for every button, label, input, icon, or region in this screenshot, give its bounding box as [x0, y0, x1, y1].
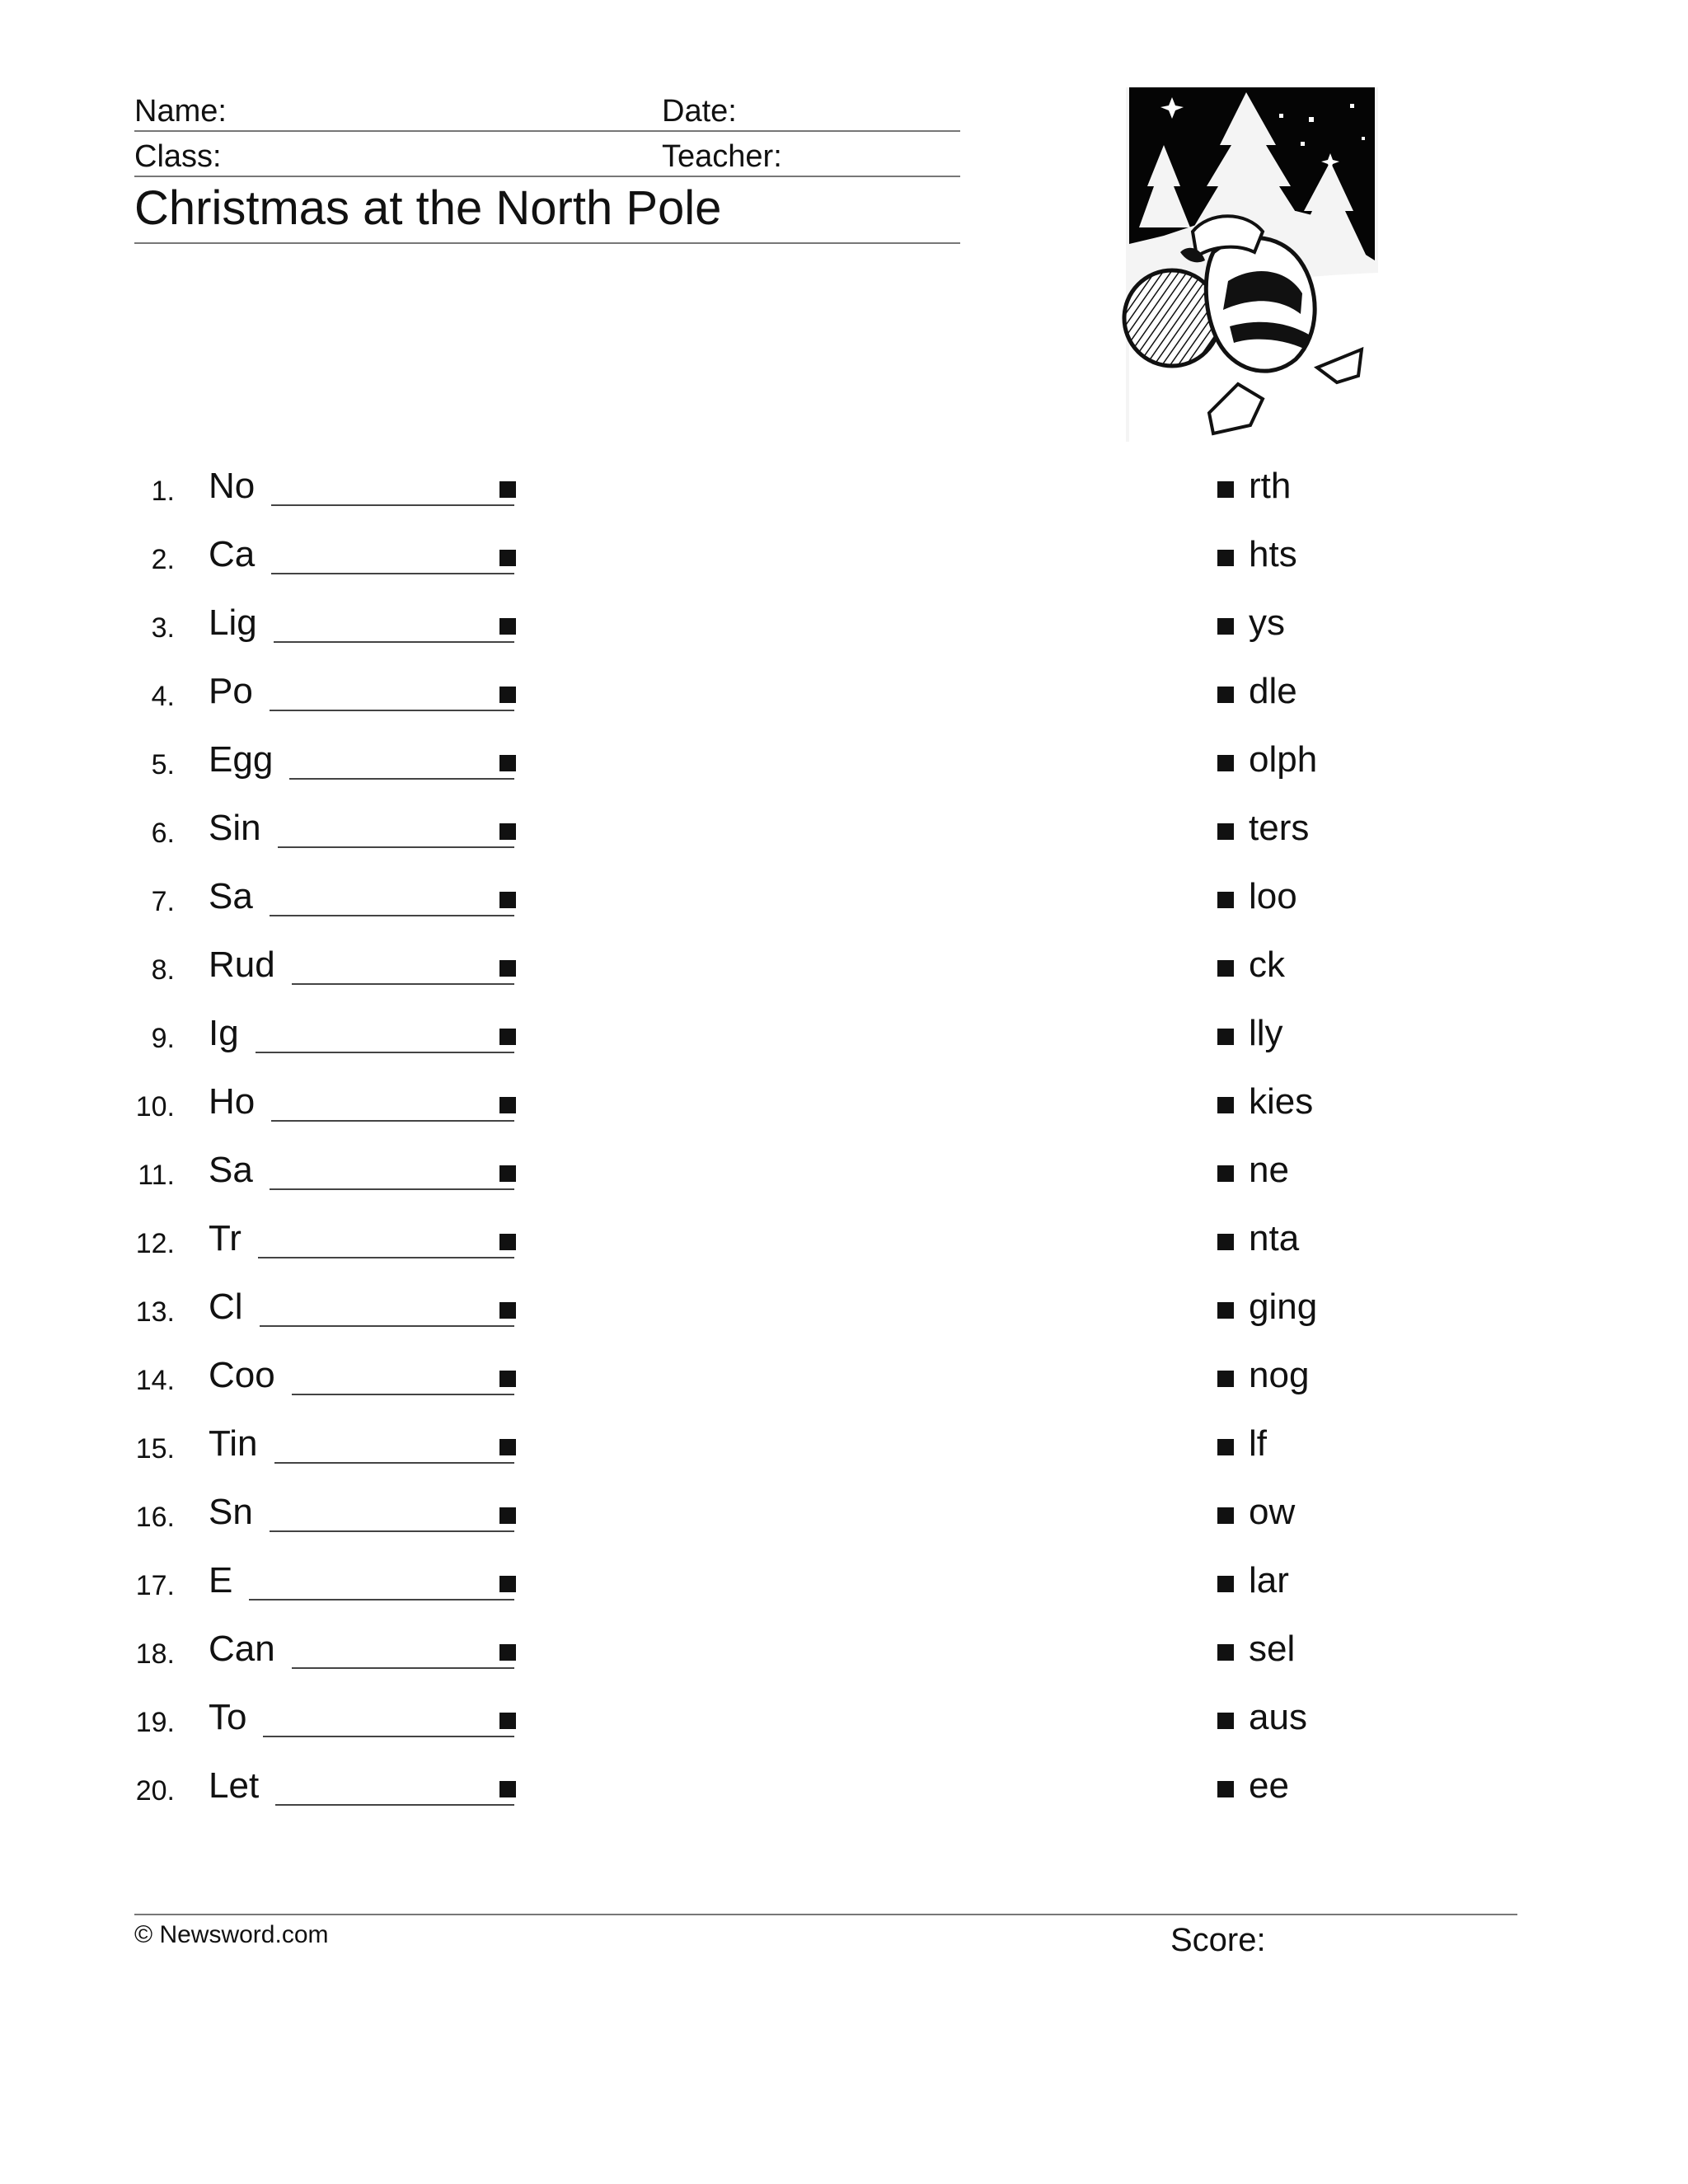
word-stem: Ca	[209, 534, 256, 574]
item-number: 19.	[135, 1707, 175, 1738]
list-item	[0, 1484, 1688, 1550]
left-match-point[interactable]	[499, 1302, 516, 1319]
answer-blank[interactable]	[271, 1120, 514, 1122]
answer-blank[interactable]	[271, 504, 514, 506]
answer-blank[interactable]	[270, 1188, 514, 1190]
item-number: 8.	[151, 954, 175, 986]
page-title: Christmas at the North Pole	[134, 181, 722, 235]
item-number: 9.	[151, 1023, 175, 1054]
answer-blank[interactable]	[278, 846, 514, 848]
left-match-point[interactable]	[499, 1644, 516, 1661]
item-number: 11.	[138, 1160, 175, 1191]
answer-blank[interactable]	[256, 1052, 514, 1053]
word-stem: Sin	[209, 808, 261, 848]
left-match-point[interactable]	[499, 687, 516, 703]
left-match-point[interactable]	[499, 618, 516, 635]
word-ending: lar	[1249, 1560, 1289, 1601]
left-match-point[interactable]	[499, 960, 516, 977]
right-match-point[interactable]	[1217, 1644, 1234, 1661]
left-match-point[interactable]	[499, 755, 516, 771]
left-match-point[interactable]	[499, 892, 516, 908]
word-ending: aus	[1249, 1697, 1307, 1737]
left-match-point[interactable]	[499, 1234, 516, 1250]
left-match-point[interactable]	[499, 1713, 516, 1729]
item-number: 4.	[151, 681, 175, 712]
word-ending: ters	[1249, 808, 1310, 848]
score-label: Score:	[1170, 1922, 1266, 1958]
word-ending: ne	[1249, 1150, 1289, 1190]
list-item	[0, 1621, 1688, 1687]
right-match-point[interactable]	[1217, 1713, 1234, 1729]
word-stem: Ho	[209, 1081, 256, 1122]
title-row	[134, 175, 960, 244]
word-ending: ck	[1249, 944, 1285, 985]
class-teacher-row	[134, 134, 960, 177]
word-stem: Rud	[209, 944, 275, 985]
word-ending: nog	[1249, 1355, 1310, 1395]
answer-blank[interactable]	[263, 1736, 514, 1737]
word-stem: To	[209, 1697, 247, 1737]
list-item	[0, 869, 1688, 935]
word-stem: E	[209, 1560, 233, 1601]
item-number: 17.	[135, 1570, 175, 1601]
list-item	[0, 732, 1688, 798]
right-match-point[interactable]	[1217, 1371, 1234, 1387]
left-match-point[interactable]	[499, 481, 516, 498]
left-match-point[interactable]	[499, 1097, 516, 1113]
answer-blank[interactable]	[274, 1462, 514, 1464]
left-match-point[interactable]	[499, 823, 516, 840]
item-number: 7.	[151, 886, 175, 917]
list-item	[0, 458, 1688, 524]
answer-blank[interactable]	[249, 1599, 514, 1601]
word-ending: ow	[1249, 1492, 1296, 1532]
word-stem: Coo	[209, 1355, 275, 1395]
word-stem: Tin	[209, 1423, 258, 1464]
date-label: Date:	[662, 94, 737, 129]
right-match-point[interactable]	[1217, 481, 1234, 498]
right-match-point[interactable]	[1217, 892, 1234, 908]
word-stem: Po	[209, 671, 253, 711]
footer-divider	[134, 1914, 1517, 1915]
list-item	[0, 1416, 1688, 1482]
right-match-point[interactable]	[1217, 1781, 1234, 1797]
item-number: 6.	[151, 818, 175, 849]
word-stem: Let	[209, 1765, 260, 1806]
right-match-point[interactable]	[1217, 1576, 1234, 1592]
item-number: 16.	[135, 1502, 175, 1533]
item-number: 12.	[135, 1228, 175, 1259]
left-match-point[interactable]	[499, 1165, 516, 1182]
class-label: Class:	[134, 139, 222, 174]
item-number: 14.	[135, 1365, 175, 1396]
list-item	[0, 595, 1688, 661]
word-stem: Can	[209, 1629, 275, 1669]
right-match-point[interactable]	[1217, 550, 1234, 566]
answer-blank[interactable]	[270, 1530, 514, 1532]
left-match-point[interactable]	[499, 1507, 516, 1524]
answer-blank[interactable]	[292, 1394, 514, 1395]
item-number: 10.	[135, 1091, 175, 1122]
right-match-point[interactable]	[1217, 755, 1234, 771]
word-ending: sel	[1249, 1629, 1296, 1669]
answer-blank[interactable]	[258, 1257, 514, 1258]
answer-blank[interactable]	[260, 1325, 514, 1327]
word-stem: No	[209, 466, 256, 506]
list-item	[0, 800, 1688, 866]
list-item	[0, 527, 1688, 593]
list-item	[0, 1347, 1688, 1413]
list-item	[0, 937, 1688, 1003]
word-stem: Tr	[209, 1218, 241, 1258]
left-match-point[interactable]	[499, 1029, 516, 1045]
word-stem: Lig	[209, 602, 257, 643]
right-match-point[interactable]	[1217, 1439, 1234, 1455]
right-match-point[interactable]	[1217, 1029, 1234, 1045]
word-ending: lf	[1249, 1423, 1267, 1464]
left-match-point[interactable]	[499, 550, 516, 566]
right-match-point[interactable]	[1217, 687, 1234, 703]
word-stem: Ig	[209, 1013, 239, 1053]
item-number: 1.	[151, 476, 175, 507]
item-number: 13.	[135, 1296, 175, 1328]
right-match-point[interactable]	[1217, 1302, 1234, 1319]
word-ending: hts	[1249, 534, 1297, 574]
list-item	[0, 663, 1688, 729]
word-ending: nta	[1249, 1218, 1300, 1258]
word-ending: kies	[1249, 1081, 1314, 1122]
word-ending: ging	[1249, 1286, 1318, 1327]
left-match-point[interactable]	[499, 1371, 516, 1387]
item-number: 20.	[135, 1775, 175, 1807]
word-stem: Egg	[209, 739, 274, 780]
word-stem: Sa	[209, 1150, 253, 1190]
right-match-point[interactable]	[1217, 1097, 1234, 1113]
word-ending: rth	[1249, 466, 1292, 506]
answer-blank[interactable]	[292, 1667, 514, 1669]
answer-blank[interactable]	[292, 983, 514, 985]
word-ending: olph	[1249, 739, 1318, 780]
right-match-point[interactable]	[1217, 618, 1234, 635]
right-match-point[interactable]	[1217, 1234, 1234, 1250]
word-stem: Sn	[209, 1492, 253, 1532]
item-number: 18.	[135, 1638, 175, 1670]
list-item	[0, 1279, 1688, 1345]
answer-blank[interactable]	[271, 573, 514, 574]
word-ending: ee	[1249, 1765, 1289, 1806]
copyright-text: © Newsword.com	[134, 1921, 329, 1948]
right-match-point[interactable]	[1217, 1507, 1234, 1524]
answer-blank[interactable]	[275, 1804, 514, 1806]
name-label: Name:	[134, 94, 227, 129]
list-item	[0, 1690, 1688, 1755]
left-match-point[interactable]	[499, 1781, 516, 1797]
list-item	[0, 1758, 1688, 1824]
answer-blank[interactable]	[274, 641, 514, 643]
word-ending: lly	[1249, 1013, 1283, 1053]
answer-blank[interactable]	[270, 915, 514, 916]
list-item	[0, 1074, 1688, 1140]
item-number: 5.	[151, 749, 175, 780]
item-number: 15.	[135, 1433, 175, 1465]
word-ending: dle	[1249, 671, 1297, 711]
item-number: 2.	[151, 544, 175, 575]
left-match-point[interactable]	[499, 1576, 516, 1592]
word-stem: Cl	[209, 1286, 243, 1327]
right-match-point[interactable]	[1217, 1165, 1234, 1182]
word-ending: loo	[1249, 876, 1297, 916]
name-date-row	[134, 89, 960, 132]
teacher-label: Teacher:	[662, 139, 782, 174]
right-match-point[interactable]	[1217, 823, 1234, 840]
list-item	[0, 1553, 1688, 1619]
list-item	[0, 1005, 1688, 1071]
list-item	[0, 1211, 1688, 1277]
left-match-point[interactable]	[499, 1439, 516, 1455]
list-item	[0, 1142, 1688, 1208]
santa-illustration	[1114, 87, 1386, 442]
word-ending: ys	[1249, 602, 1285, 643]
item-number: 3.	[151, 612, 175, 644]
answer-blank[interactable]	[270, 710, 514, 711]
answer-blank[interactable]	[289, 778, 514, 780]
word-stem: Sa	[209, 876, 253, 916]
right-match-point[interactable]	[1217, 960, 1234, 977]
